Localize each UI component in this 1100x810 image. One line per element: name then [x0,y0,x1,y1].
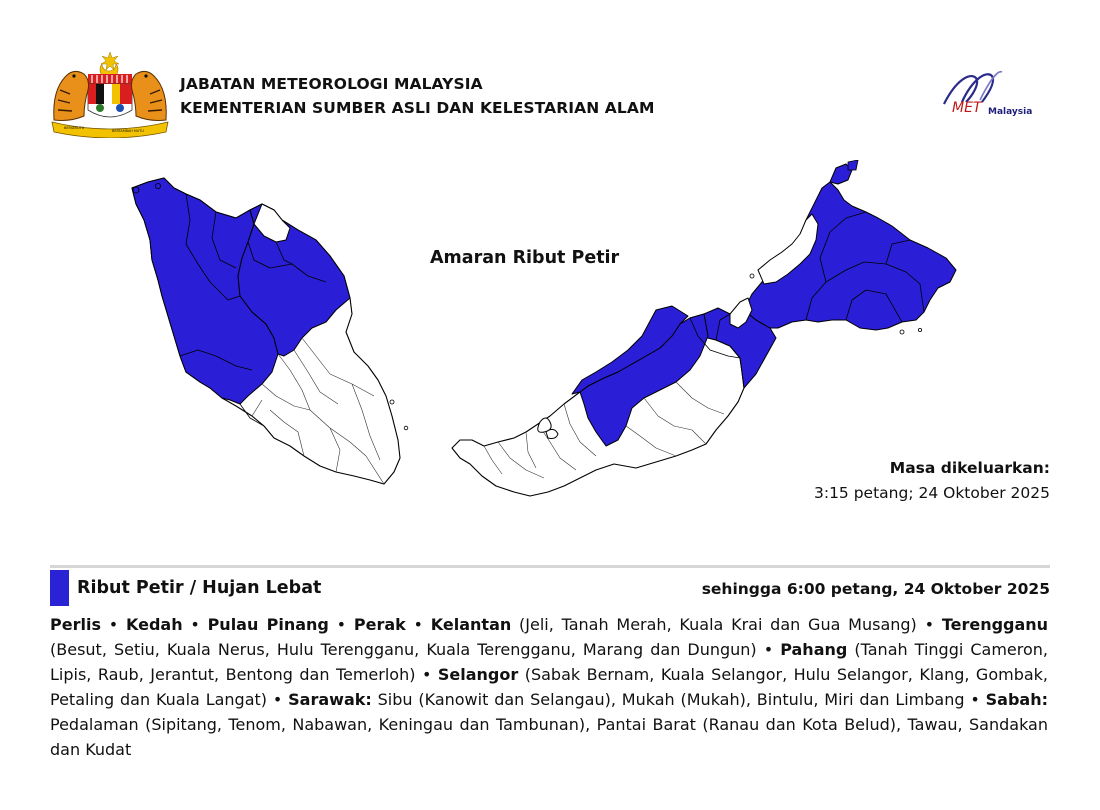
area-detail: Sibu (Kanowit dan Selangau), Mukah (Mukah), Bintulu, Miri dan Limbang [377,690,965,709]
area-entry [431,615,917,634]
area-state: Sarawak: [288,690,372,709]
section-divider [50,565,1050,568]
area-entry [126,615,183,634]
area-entry [208,615,329,634]
issued-time-block [814,456,1050,506]
map-title: Amaran Ribut Petir [430,248,620,268]
malaysia-coat-of-arms-logo [50,50,170,138]
area-detail: Pedalaman (Sipitang, Tenom, Nabawan, Keningau dan Tambunan), Pantai Barat (Ranau dan Kota Belud), Tawau, Sandakan dan Kudat [50,715,1048,759]
east-malaysia [452,160,956,496]
area-detail: (Besut, Setiu, Kuala Nerus, Hulu Terengganu, Kuala Terengganu, Marang dan Dungun) [50,640,757,659]
area-entry [288,690,964,709]
org-department: JABATAN METEOROLOGI MALAYSIA [180,75,483,93]
issued-label: Masa dikeluarkan: [889,459,1050,477]
area-state: Selangor [437,665,519,684]
warning-map [40,160,1060,510]
area-state: Kelantan [430,615,512,634]
valid-until: sehingga 6:00 petang, 24 Oktober 2025 [701,580,1050,598]
met-malaysia-logo [936,66,1048,120]
peninsular-malaysia [132,178,408,484]
area-state: Pulau Pinang [207,615,329,634]
svg-text:MET: MET [952,100,982,116]
svg-text:BERSEKUTU: BERSEKUTU [64,126,85,130]
warning-level-swatch [50,570,69,606]
org-ministry: KEMENTERIAN SUMBER ASLI DAN KELESTARIAN ALAM [180,99,655,117]
svg-text:Malaysia: Malaysia [988,107,1033,117]
area-detail: (Tanah Tinggi Cameron, Lipis, Raub, Jerantut, Bentong dan Temerloh) [50,640,1048,684]
issued-time: 3:15 petang; 24 Oktober 2025 [813,484,1050,502]
organization-name [180,72,655,120]
area-entry [354,615,406,634]
affected-areas: Perlis • Kedah • Pulau Pinang • Perak • Kelantan (Jeli, Tanah Merah, Kuala Krai dan Gua Musang) • Terengganu (Besut, Setiu, Kuala Nerus, Hulu Terengganu, Kuala Terengganu, Marang dan Dungun) • Pahang (Tanah Tinggi Cameron, Lipis, Raub, Jerantut, Bentong dan Temerloh) • Selangor (Sabak Bernam, Kuala Selangor, Hulu Selangor, Klang, Gombak, Petaling dan Kuala Langat) • Sarawak: Sibu (Kanowit dan Selangau), Mukah (Mukah), Bintulu, Miri dan Limbang • Sabah: Pedalaman (Sipitang, Tenom, Nabawan, Keningau dan Tambunan), Pantai Barat (Ranau dan Kota Belud), Tawau, Sandakan dan Kudat [50,615,1049,759]
area-state: Perlis [50,615,101,634]
area-state: Terengganu [941,615,1049,634]
warning-type-title: Ribut Petir / Hujan Lebat [77,578,322,598]
area-detail: (Jeli, Tanah Merah, Kuala Krai dan Gua Musang) [519,615,917,634]
area-state: Kedah [125,615,183,634]
area-state: Pahang [780,640,848,659]
area-detail: (Sabak Bernam, Kuala Selangor, Hulu Selangor, Klang, Gombak, Petaling dan Kuala Langat) [50,665,1049,709]
svg-text:BERTAMBAH MUTU: BERTAMBAH MUTU [112,129,144,133]
area-entry [50,615,101,634]
header [50,50,1050,140]
island-banggi [848,160,858,170]
area-state: Sabah: [985,690,1049,709]
area-state: Perak [353,615,406,634]
